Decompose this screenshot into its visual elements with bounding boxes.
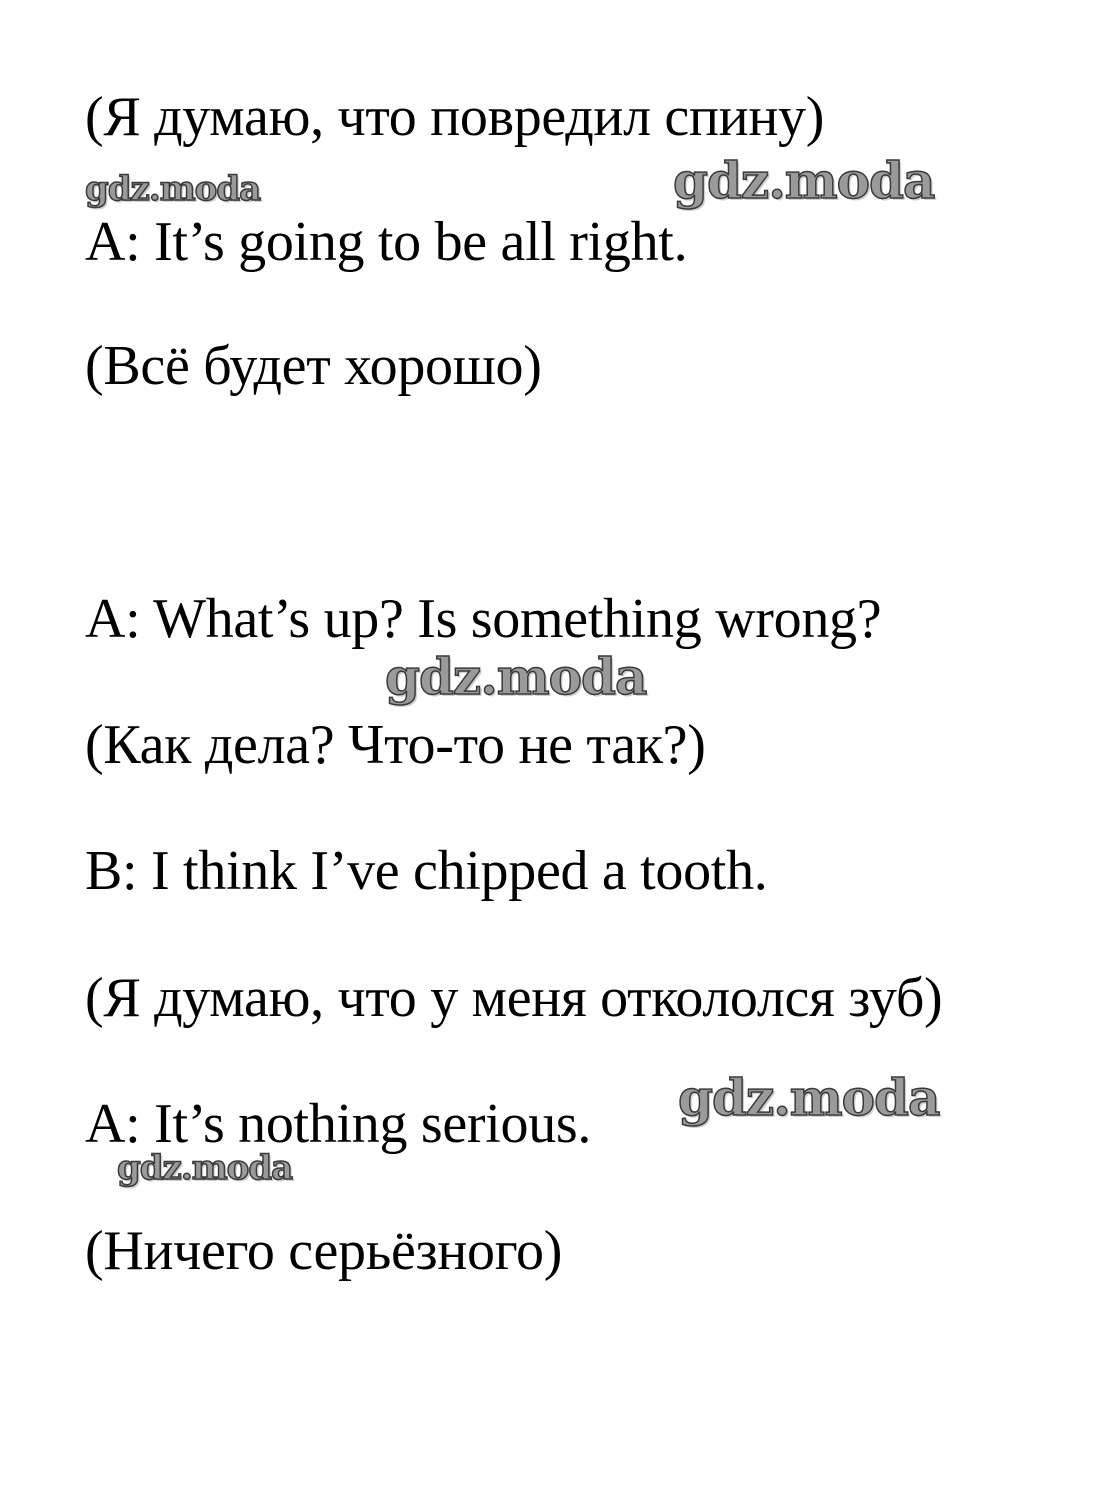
translation-line-2: (Всё будет хорошо) [85,335,542,397]
translation-line-5: (Ничего серьёзного) [85,1220,563,1282]
dialogue-line-2: A: What’s up? Is something wrong? [85,588,882,650]
watermark-logo: gdz.moda [678,1068,940,1127]
translation-line-1: (Я думаю, что повредил спину) [85,86,825,148]
translation-line-4: (Я думаю, что у меня откололся зуб) [85,967,943,1029]
watermark-logo: gdz.moda [117,1148,293,1188]
watermark-logo: gdz.moda [673,151,935,210]
dialogue-line-1: A: It’s going to be all right. [85,211,688,273]
dialogue-line-4: A: It’s nothing serious. [85,1093,592,1155]
translation-line-3: (Как дела? Что-то не так?) [85,714,706,776]
watermark-logo: gdz.moda [385,647,647,706]
dialogue-line-3: B: I think I’ve chipped a tooth. [85,840,768,902]
watermark-logo: gdz.moda [85,169,261,209]
